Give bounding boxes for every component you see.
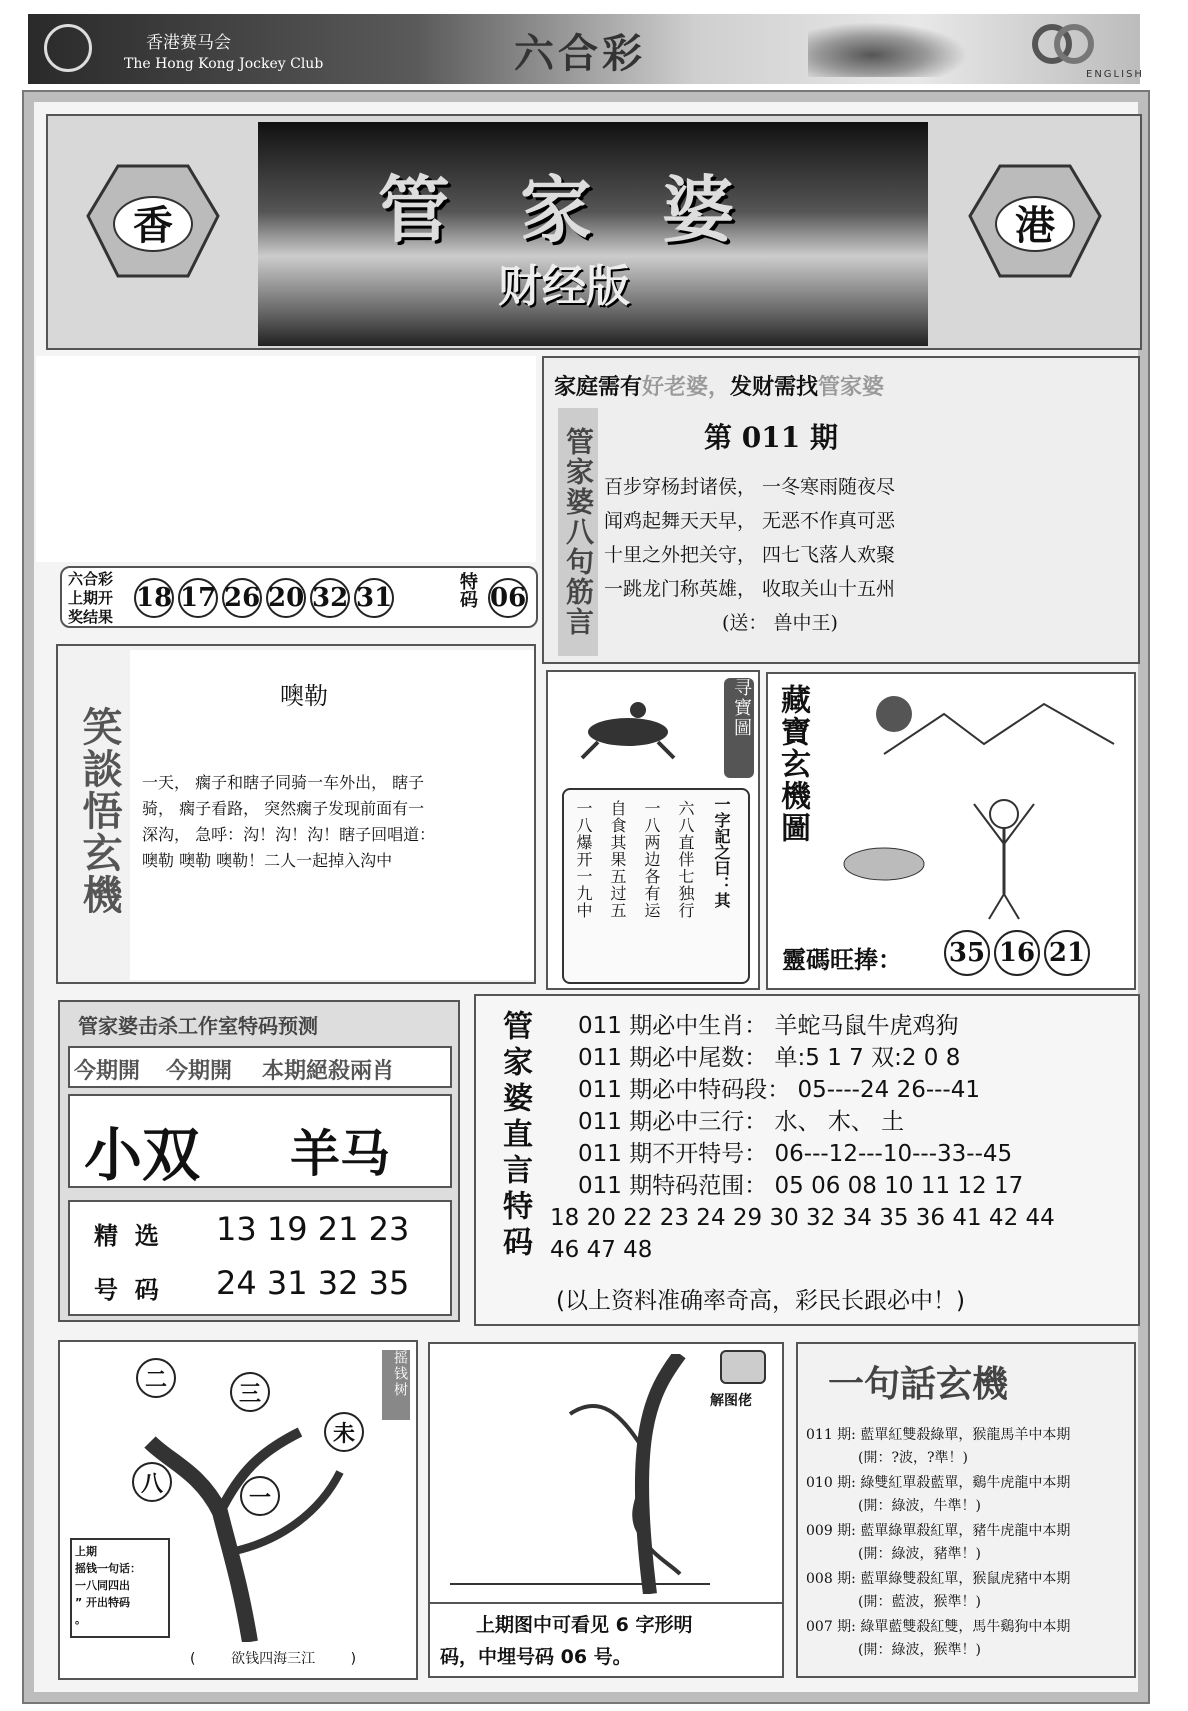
banner-center xyxy=(258,122,928,346)
direct-line: 18 20 22 23 24 29 30 32 34 35 36 41 42 44 xyxy=(550,1205,1055,1231)
joke-body xyxy=(130,650,534,980)
item-text: 藍單綠雙殺紅單，猴鼠虎豬中本期 xyxy=(860,1571,1071,1587)
blank-area xyxy=(36,356,536,562)
scroll xyxy=(562,788,750,984)
item-text: 藍單綠單殺紅單，豬牛虎龍中本期 xyxy=(860,1523,1071,1539)
item-issue: 007 期: xyxy=(806,1619,856,1635)
scroll-col: 一八爆开一九中 xyxy=(574,800,593,919)
item-open: (開：綠波，猴準！) xyxy=(858,1642,981,1658)
picks-box xyxy=(68,1200,452,1316)
tree-ball: 八 xyxy=(132,1462,172,1502)
mystery-illustration xyxy=(824,684,1124,924)
tree-ball: 二 xyxy=(136,1358,176,1398)
banner xyxy=(46,114,1142,350)
item-open: (開：藍波，猴準！) xyxy=(858,1594,981,1610)
item-issue: 010 期: xyxy=(806,1475,856,1491)
joke-line: 一天， 瘸子和瞎子同骑一车外出， 瞎子 xyxy=(142,773,425,792)
special-label: 特码 xyxy=(457,572,478,608)
right-lantern xyxy=(960,156,1110,306)
direct-line: 46 47 48 xyxy=(550,1237,653,1263)
item-text: 藍單紅雙殺綠單，猴龍馬羊中本期 xyxy=(860,1427,1071,1443)
banner-main-title: 管家婆 xyxy=(378,167,805,252)
joke-line: 骑， 瘸子看路， 突然瘸子发现前面有一 xyxy=(142,799,425,818)
one-sentence-list xyxy=(806,1424,1070,1662)
left-lantern xyxy=(78,156,228,306)
direct-line: 011 期不开特号： 06---12---10---33--45 xyxy=(578,1141,1013,1167)
direct-side-title: 管家婆直言特码 xyxy=(497,1010,532,1262)
header-3: 本期絕殺兩肖 xyxy=(262,1059,395,1084)
lucky-label: 靈碼旺捧： xyxy=(782,946,902,974)
item-text: 綠單藍雙殺紅雙，馬牛鷄狗中本期 xyxy=(860,1619,1071,1635)
direct-line: 011 期必中尾数： 单:5 1 7 双:2 0 8 xyxy=(578,1045,961,1071)
org-name-cn: 香港赛马会 xyxy=(146,33,231,53)
tree-note xyxy=(70,1538,170,1638)
special-pred-panel xyxy=(58,1000,460,1322)
list-item xyxy=(806,1472,1070,1518)
banner-sub-title: 财经版 xyxy=(498,261,630,312)
tree-ball: 一 xyxy=(240,1476,280,1516)
org-name-en: The Hong Kong Jockey Club xyxy=(124,56,324,72)
money-tree-panel xyxy=(58,1340,418,1680)
top-bar xyxy=(28,14,1144,84)
tree-note-line: 上期 xyxy=(75,1545,97,1558)
one-sentence-panel xyxy=(796,1342,1136,1678)
joke-side-title: 笑談悟玄機 xyxy=(76,706,122,916)
header-1: 今期開 xyxy=(74,1059,141,1084)
jockey-club-logo-icon xyxy=(44,24,92,72)
joke-line: 噢勒 噢勒 噢勒！二人一起掉入沟中 xyxy=(142,851,393,870)
joke-panel xyxy=(56,644,536,984)
snake-panel xyxy=(428,1342,784,1678)
tree-ball: 三 xyxy=(230,1372,270,1412)
last-result-label xyxy=(68,570,113,627)
list-item xyxy=(806,1520,1070,1566)
last-result-label-2: 上期开 xyxy=(68,589,114,607)
tagline-d: 管家婆 xyxy=(818,375,885,400)
one-sentence-title: 一句話玄機 xyxy=(828,1363,1009,1405)
joke-lines xyxy=(142,770,435,874)
pick-row-1: 13 19 21 23 xyxy=(216,1210,410,1248)
horses-icon xyxy=(808,22,968,77)
list-item xyxy=(806,1616,1070,1662)
mystery-title: 藏寶玄機圖 xyxy=(775,684,810,844)
item-open: (開：綠波，豬準！) xyxy=(858,1546,981,1562)
result-ball: 31 xyxy=(354,578,394,618)
scroll-col: 一八两边各有运 xyxy=(642,800,661,919)
joke-title: 噢勒 xyxy=(280,682,328,710)
item-text: 綠雙紅單殺藍單，鷄牛虎龍中本期 xyxy=(860,1475,1071,1491)
tagline-a: 家庭需有 xyxy=(554,375,643,400)
solver-hand-icon xyxy=(720,1350,766,1384)
special-ball: 06 xyxy=(488,578,528,618)
poem-tagline xyxy=(554,370,884,401)
tagline-c: 发财需找 xyxy=(730,375,819,400)
poem-line: 一跳龙门称英雄， 收取关山十五州 xyxy=(604,578,896,600)
item-open: (開：綠波，牛準！) xyxy=(858,1498,981,1514)
direct-panel xyxy=(474,994,1140,1326)
snake-illustration xyxy=(450,1354,710,1594)
last-result-panel xyxy=(60,566,538,628)
poem-line: 闻鸡起舞天天早， 无恶不作真可恶 xyxy=(604,510,896,532)
joke-line: 深沟， 急呼：沟！沟！沟！瞎子回唱道： xyxy=(142,825,436,844)
poem-panel xyxy=(542,356,1140,664)
poem-side-title: 管家婆八句筋言 xyxy=(558,408,598,656)
item-issue: 008 期: xyxy=(806,1571,856,1587)
treasure-tag: 寻寶圖 xyxy=(724,678,754,778)
value-1: 小双 xyxy=(84,1121,201,1189)
scroll-col: 六八直伴七独行 xyxy=(676,800,695,919)
last-result-label-1: 六合彩 xyxy=(68,570,114,588)
direct-line: 011 期必中特码段： 05----24 26---41 xyxy=(578,1077,980,1103)
tree-note-line: 摇钱一句话： xyxy=(75,1562,141,1575)
scroll-title: 一字記之曰：其 xyxy=(712,796,731,908)
direct-lines xyxy=(578,1010,1023,1202)
poem-line: 百步穿杨封诸侯， 一冬寒雨随夜尽 xyxy=(604,476,896,498)
horse-rider-icon xyxy=(568,692,688,762)
treasure-panel xyxy=(546,670,760,990)
direct-line: 011 期必中生肖： 羊蛇马鼠牛虎鸡狗 xyxy=(578,1013,959,1039)
english-link[interactable]: ENGLISH xyxy=(1086,69,1144,80)
special-pred-header xyxy=(68,1046,452,1088)
special-pred-values xyxy=(68,1094,452,1188)
list-item xyxy=(806,1568,1070,1614)
lucky-ball: 35 xyxy=(944,930,990,976)
poem-issue: 第 011 期 xyxy=(704,421,838,454)
pick-label-2: 号 码 xyxy=(94,1276,159,1304)
snake-caption-2: 码，中埋号码 06 号。 xyxy=(440,1646,632,1668)
special-pred-title: 管家婆击杀工作室特码预测 xyxy=(78,1014,318,1038)
tagline-b: 好老婆， xyxy=(642,375,731,400)
result-ball: 32 xyxy=(310,578,350,618)
direct-line: 011 期特码范围： 05 06 08 10 11 12 17 xyxy=(578,1173,1024,1199)
left-lantern-char: 香 xyxy=(113,196,193,252)
header-2: 今期開 xyxy=(166,1059,233,1084)
tree-note-line: ” 开出特码 xyxy=(75,1596,131,1609)
poem-credit: (送： 兽中王) xyxy=(722,612,838,634)
result-ball: 18 xyxy=(134,578,174,618)
item-issue: 011 期: xyxy=(806,1427,856,1443)
mystery-panel xyxy=(766,672,1136,990)
direct-footer: (以上资料准确率奇高，彩民长跟必中！) xyxy=(556,1288,965,1314)
special-ball-wrap xyxy=(486,578,530,618)
item-issue: 009 期: xyxy=(806,1523,856,1539)
value-2: 羊马 xyxy=(290,1125,390,1183)
pick-row-2: 24 31 32 35 xyxy=(216,1264,410,1302)
poem-lines xyxy=(604,470,895,606)
poem-line: 十里之外把关守， 四七飞落人欢聚 xyxy=(604,544,896,566)
pick-label-1: 精 选 xyxy=(94,1222,159,1250)
lucky-balls xyxy=(942,930,1092,976)
scroll-col: 自食其果五过五 xyxy=(608,800,627,919)
last-result-balls xyxy=(132,578,396,618)
lucky-ball: 16 xyxy=(994,930,1040,976)
last-result-label-3: 奖结果 xyxy=(68,608,114,626)
snake-caption-box xyxy=(430,1602,782,1676)
solver-tag: 解图佬 xyxy=(710,1393,752,1409)
result-ball: 20 xyxy=(266,578,306,618)
result-ball: 17 xyxy=(178,578,218,618)
lottery-title: 六合彩 xyxy=(514,31,646,77)
direct-lines-wrap xyxy=(550,1202,1055,1266)
result-ball: 26 xyxy=(222,578,262,618)
tree-ball: 未 xyxy=(324,1412,364,1452)
list-item xyxy=(806,1424,1070,1470)
tree-note-line: 一八同四出 xyxy=(75,1579,130,1592)
tree-note-line: 。 xyxy=(75,1613,86,1626)
lucky-ball: 21 xyxy=(1044,930,1090,976)
direct-line: 011 期必中三行： 水、 木、 土 xyxy=(578,1109,905,1135)
item-open: (開：?波，?準！) xyxy=(858,1450,968,1466)
tree-caption: ( 欲钱四海三江 ) xyxy=(190,1651,357,1667)
snake-caption-1: 上期图中可看见 6 字形明 xyxy=(476,1614,693,1636)
mark-six-logo-icon xyxy=(1018,24,1108,64)
money-tree-tag: 摇钱树 xyxy=(382,1350,410,1420)
solver-icon xyxy=(710,1350,780,1420)
right-lantern-char: 港 xyxy=(995,196,1075,252)
